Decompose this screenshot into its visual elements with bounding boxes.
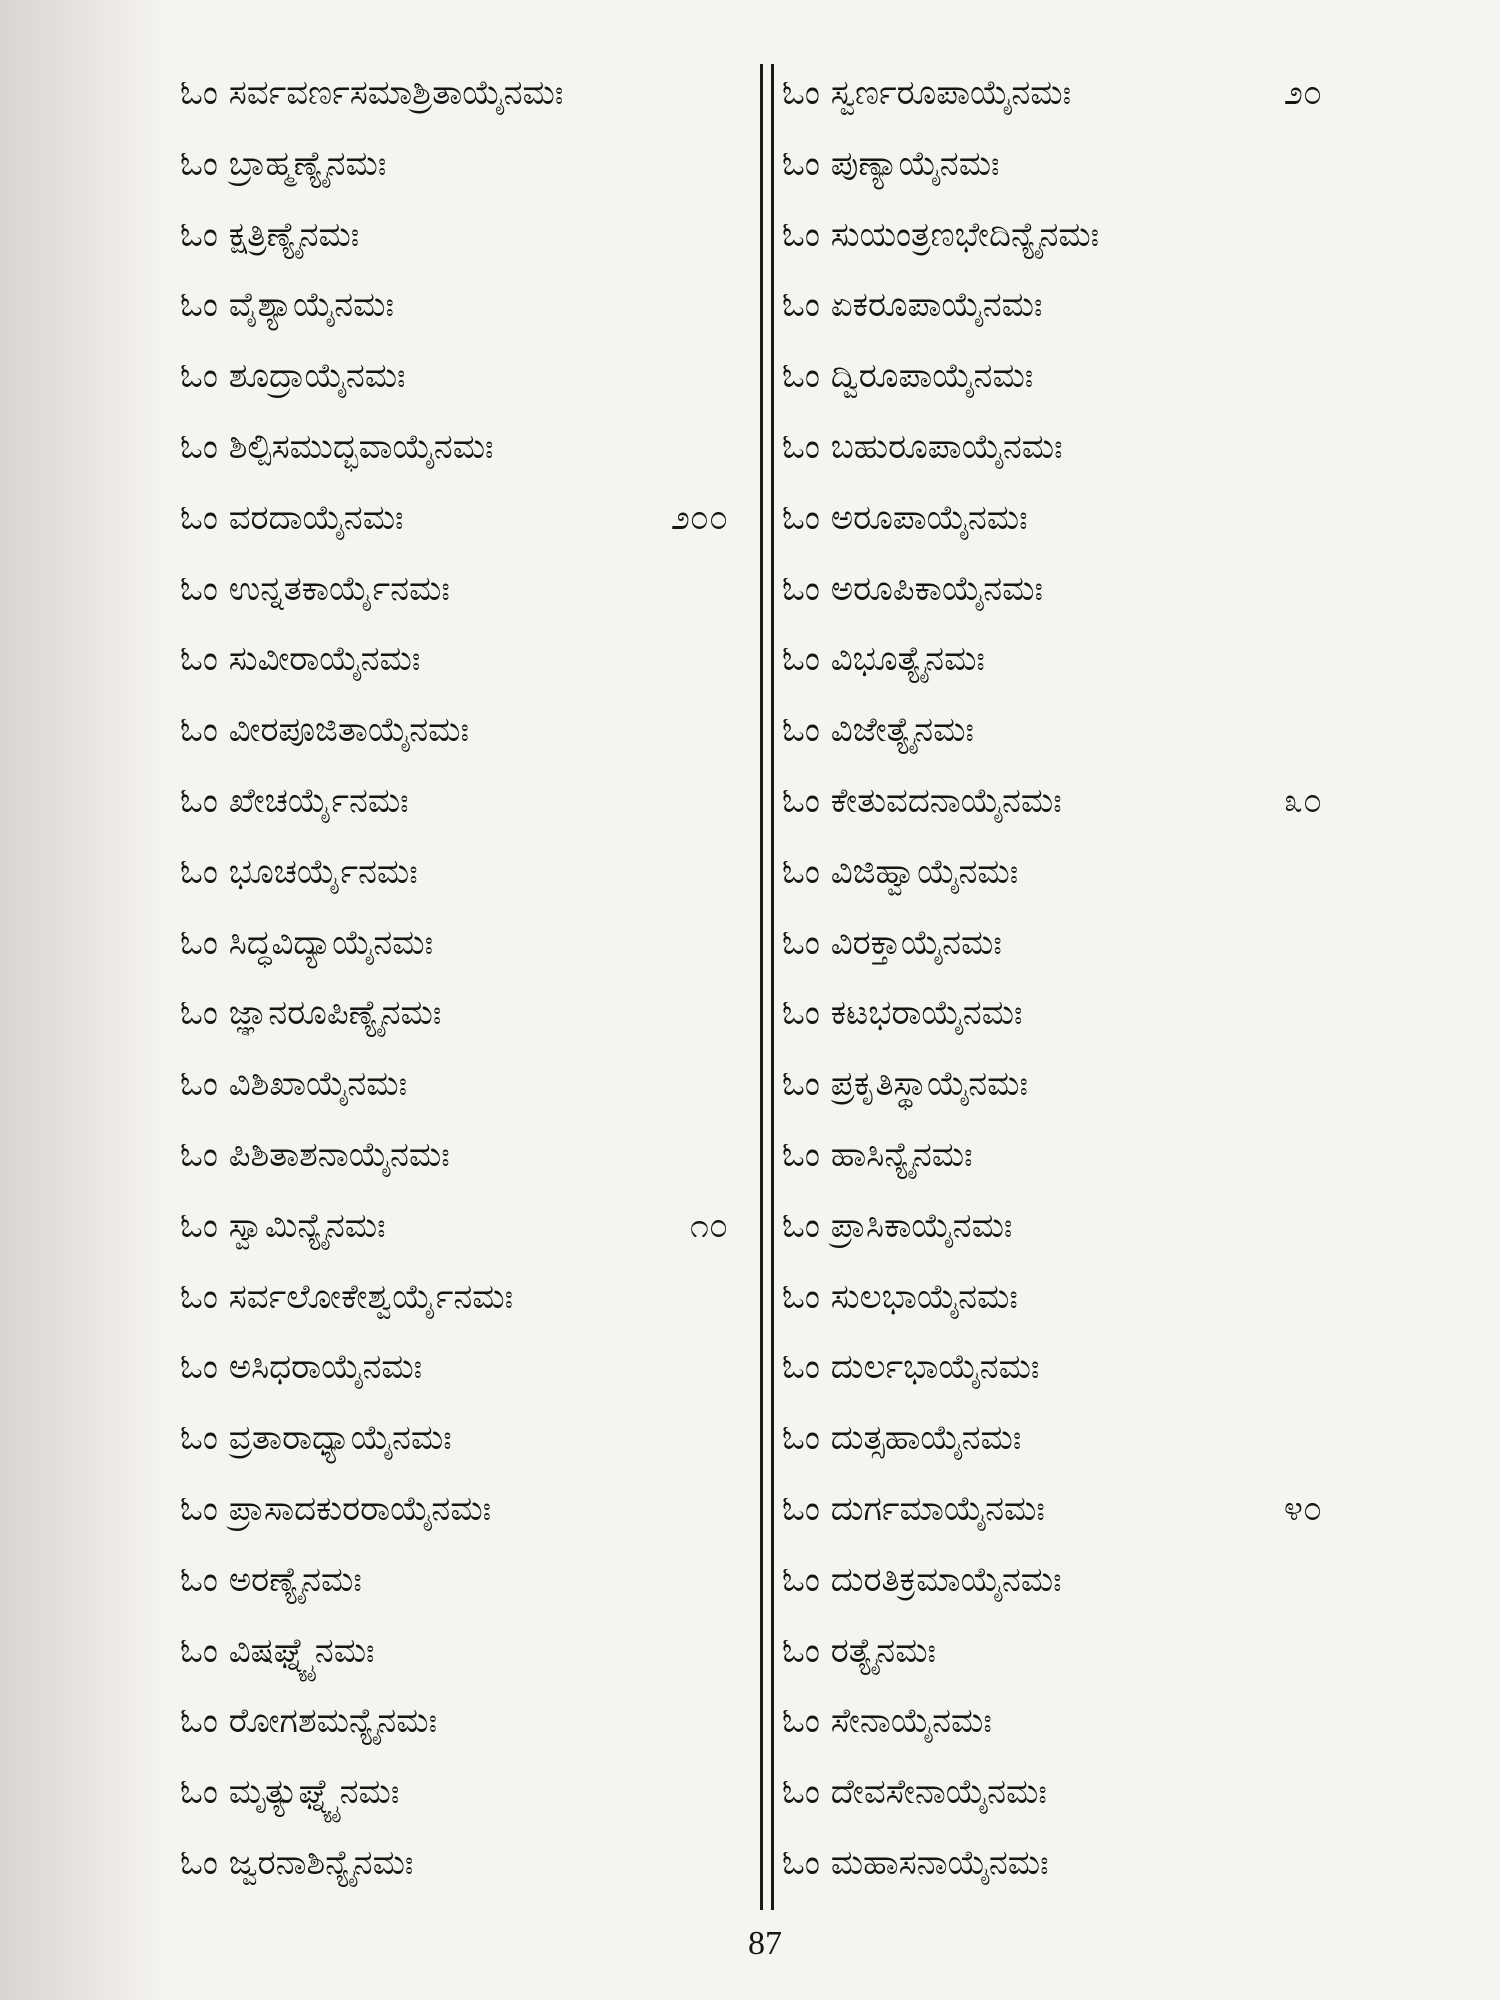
mantra-row xyxy=(180,1191,740,1262)
mantra-text: ಓಂ ವಿಭೂತ್ಯೈನಮಃ xyxy=(782,639,985,680)
mantra-text: ಓಂ ವಿಶಿಖಾಯೈನಮಃ xyxy=(180,1064,408,1105)
mantra-text: ಓಂ ಅರಣ್ಯೈನಮಃ xyxy=(180,1559,362,1600)
mantra-text: ಓಂ ವರದಾಯೈನಮಃ xyxy=(180,497,404,538)
mantra-row xyxy=(782,270,1334,341)
mantra-text: ಓಂ ಪ್ರಾಸಾದಕುರರಾಯೈನಮಃ xyxy=(180,1488,492,1529)
mantra-text: ಓಂ ಸ್ವರ್ಣರೂಪಾಯೈನಮಃ xyxy=(782,73,1072,113)
mantra-text: ಓಂ ಸ್ವಾಮಿನ್ಯೈನಮಃ xyxy=(180,1205,386,1246)
mantra-row xyxy=(782,341,1334,412)
mantra-row xyxy=(180,200,740,271)
mantra-text: ಓಂ ದ್ವಿರೂಪಾಯೈನಮಃ xyxy=(782,356,1034,397)
left-column xyxy=(180,58,740,1899)
mantra-row xyxy=(782,624,1334,695)
mantra-count: ೨೦೦ xyxy=(663,483,728,554)
mantra-text: ಓಂ ದುರತಿಕ್ರಮಾಯೈನಮಃ xyxy=(782,1559,1062,1600)
column-divider-line xyxy=(760,64,763,1910)
mantra-row xyxy=(180,1616,740,1687)
mantra-count: ೧೦ xyxy=(682,1191,728,1262)
mantra-text: ಓಂ ಕೇತುವದನಾಯೈನಮಃ xyxy=(782,780,1062,821)
mantra-row xyxy=(180,695,740,766)
right-column xyxy=(782,58,1334,1899)
mantra-text: ಓಂ ವೀರಪೂಜಿತಾಯೈನಮಃ xyxy=(180,710,469,751)
mantra-text: ಓಂ ಅಸಿಧರಾಯೈನಮಃ xyxy=(180,1347,423,1388)
mantra-row xyxy=(180,837,740,908)
mantra-row xyxy=(782,908,1334,979)
mantra-row xyxy=(782,412,1334,483)
mantra-row xyxy=(782,695,1334,766)
mantra-text: ಓಂ ಸುವೀರಾಯೈನಮಃ xyxy=(180,639,421,680)
mantra-text: ಓಂ ವಿಜಿಹ್ವಾಯೈನಮಃ xyxy=(782,851,1019,892)
mantra-row xyxy=(180,270,740,341)
mantra-text: ಓಂ ವೈಶ್ಯಾಯೈನಮಃ xyxy=(180,285,394,326)
mantra-text: ಓಂ ವ್ರತಾರಾಧ್ಯಾಯೈನಮಃ xyxy=(180,1418,452,1459)
mantra-row xyxy=(180,1120,740,1191)
mantra-row xyxy=(782,1403,1334,1474)
mantra-text: ಓಂ ವಿರಕ್ತಾಯೈನಮಃ xyxy=(782,922,1002,963)
mantra-text: ಓಂ ಪಿಶಿತಾಶನಾಯೈನಮಃ xyxy=(180,1134,450,1175)
mantra-text: ಓಂ ಕಟಭರಾಯೈನಮಃ xyxy=(782,993,1023,1034)
mantra-text: ಓಂ ಉನ್ನತಕಾರ್ಯೈನಮಃ xyxy=(180,568,450,609)
mantra-text: ಓಂ ಮಹಾಸನಾಯೈನಮಃ xyxy=(782,1842,1049,1883)
mantra-row xyxy=(782,58,1334,129)
mantra-row xyxy=(180,1545,740,1616)
mantra-text: ಓಂ ಬಹುರೂಪಾಯೈನಮಃ xyxy=(782,426,1063,467)
mantra-row xyxy=(180,978,740,1049)
mantra-row xyxy=(180,58,740,129)
mantra-row xyxy=(180,624,740,695)
mantra-text: ಓಂ ಸೇನಾಯೈನಮಃ xyxy=(782,1701,992,1742)
mantra-text: ಓಂ ಭೂಚರ್ಯೈನಮಃ xyxy=(180,851,418,892)
mantra-row xyxy=(782,1332,1334,1403)
mantra-row xyxy=(180,341,740,412)
mantra-text: ಓಂ ದುರ್ಗಮಾಯೈನಮಃ xyxy=(782,1488,1045,1529)
mantra-row xyxy=(782,554,1334,625)
mantra-row xyxy=(782,766,1334,837)
mantra-row xyxy=(180,908,740,979)
mantra-row xyxy=(782,129,1334,200)
mantra-row xyxy=(180,1686,740,1757)
column-divider-line xyxy=(771,64,774,1910)
mantra-row xyxy=(782,1757,1334,1828)
mantra-row xyxy=(180,554,740,625)
mantra-text: ಓಂ ಬ್ರಾಹ್ಮಣ್ಯೈನಮಃ xyxy=(180,143,387,184)
mantra-row xyxy=(782,483,1334,554)
mantra-text: ಓಂ ದುತ್ಸಹಾಯೈನಮಃ xyxy=(782,1418,1022,1459)
mantra-text: ಓಂ ಜ್ಞಾನರೂಪಿಣ್ಯೈನಮಃ xyxy=(180,993,442,1034)
mantra-text: ಓಂ ರೋಗಶಮನ್ಯೈನಮಃ xyxy=(180,1701,438,1742)
mantra-text: ಓಂ ಪ್ರಾಸಿಕಾಯೈನಮಃ xyxy=(782,1205,1013,1246)
mantra-text: ಓಂ ವಿಷಘ್ನ್ಯೈನಮಃ xyxy=(180,1630,375,1671)
mantra-row xyxy=(782,200,1334,271)
mantra-count: ೪೦ xyxy=(1276,1474,1322,1545)
mantra-row xyxy=(782,1828,1334,1899)
mantra-row xyxy=(180,1403,740,1474)
mantra-row xyxy=(180,1332,740,1403)
mantra-text: ಓಂ ಕ್ಷತ್ರಿಣ್ಯೈನಮಃ xyxy=(180,214,360,255)
mantra-row xyxy=(782,1616,1334,1687)
mantra-row xyxy=(180,412,740,483)
mantra-text: ಓಂ ಮೃತ್ಯುಘ್ನ್ಯೈನಮಃ xyxy=(180,1772,400,1813)
mantra-text: ಓಂ ಸುಲಭಾಯೈನಮಃ xyxy=(782,1276,1018,1317)
mantra-row xyxy=(782,1262,1334,1333)
mantra-text: ಓಂ ಶೂದ್ರಾಯೈನಮಃ xyxy=(180,356,406,397)
mantra-row xyxy=(782,1120,1334,1191)
mantra-count: ೩೦ xyxy=(1276,766,1322,837)
mantra-text: ಓಂ ಖೇಚರ್ಯೈನಮಃ xyxy=(180,780,409,821)
mantra-text: ಓಂ ವಿಜೇತ್ಯೈನಮಃ xyxy=(782,710,974,751)
mantra-text: ಓಂ ಪುಣ್ಯಾಯೈನಮಃ xyxy=(782,143,1000,184)
mantra-row xyxy=(180,766,740,837)
mantra-text: ಓಂ ಅರೂಪಿಕಾಯೈನಮಃ xyxy=(782,568,1043,609)
mantra-row xyxy=(180,483,740,554)
scan-margin-shadow xyxy=(0,0,170,2000)
mantra-text: ಓಂ ದುರ್ಲಭಾಯೈನಮಃ xyxy=(782,1347,1040,1388)
mantra-row xyxy=(180,129,740,200)
mantra-row xyxy=(180,1262,740,1333)
mantra-text: ಓಂ ಹಾಸಿನ್ಯೈನಮಃ xyxy=(782,1134,973,1175)
mantra-row xyxy=(782,978,1334,1049)
mantra-row xyxy=(782,1474,1334,1545)
mantra-text: ಓಂ ಪ್ರಕೃತಿಸ್ಥಾಯೈನಮಃ xyxy=(782,1064,1028,1105)
mantra-row xyxy=(180,1049,740,1120)
mantra-row xyxy=(782,1545,1334,1616)
mantra-row xyxy=(782,1191,1334,1262)
mantra-row xyxy=(782,837,1334,908)
mantra-text: ಓಂ ಸುಯಂತ್ರಣಭೇದಿನ್ಯೈನಮಃ xyxy=(782,214,1100,255)
mantra-text: ಓಂ ಜ್ವರನಾಶಿನ್ಯೈನಮಃ xyxy=(180,1842,414,1883)
mantra-text: ಓಂ ಸಿದ್ಧವಿದ್ಯಾಯೈನಮಃ xyxy=(180,922,434,963)
mantra-row xyxy=(782,1686,1334,1757)
mantra-text: ಓಂ ಏಕರೂಪಾಯೈನಮಃ xyxy=(782,285,1043,326)
mantra-row xyxy=(782,1049,1334,1120)
mantra-text: ಓಂ ದೇವಸೇನಾಯೈನಮಃ xyxy=(782,1772,1047,1813)
mantra-text: ಓಂ ರತ್ಯೈನಮಃ xyxy=(782,1630,937,1671)
mantra-text: ಓಂ ಸರ್ವವರ್ಣಸಮಾಶ್ರಿತಾಯೈನಮಃ xyxy=(180,73,564,113)
mantra-row xyxy=(180,1757,740,1828)
mantra-row xyxy=(180,1828,740,1899)
mantra-text: ಓಂ ಸರ್ವಲೋಕೇಶ್ವರ್ಯೈನಮಃ xyxy=(180,1276,514,1317)
mantra-text: ಓಂ ಶಿಲ್ಪಿಸಮುದ್ಭವಾಯೈನಮಃ xyxy=(180,426,494,467)
page-number: 87 xyxy=(748,1925,782,1962)
mantra-text: ಓಂ ಅರೂಪಾಯೈನಮಃ xyxy=(782,497,1028,538)
mantra-row xyxy=(180,1474,740,1545)
mantra-count: ೨೦ xyxy=(1276,58,1322,129)
